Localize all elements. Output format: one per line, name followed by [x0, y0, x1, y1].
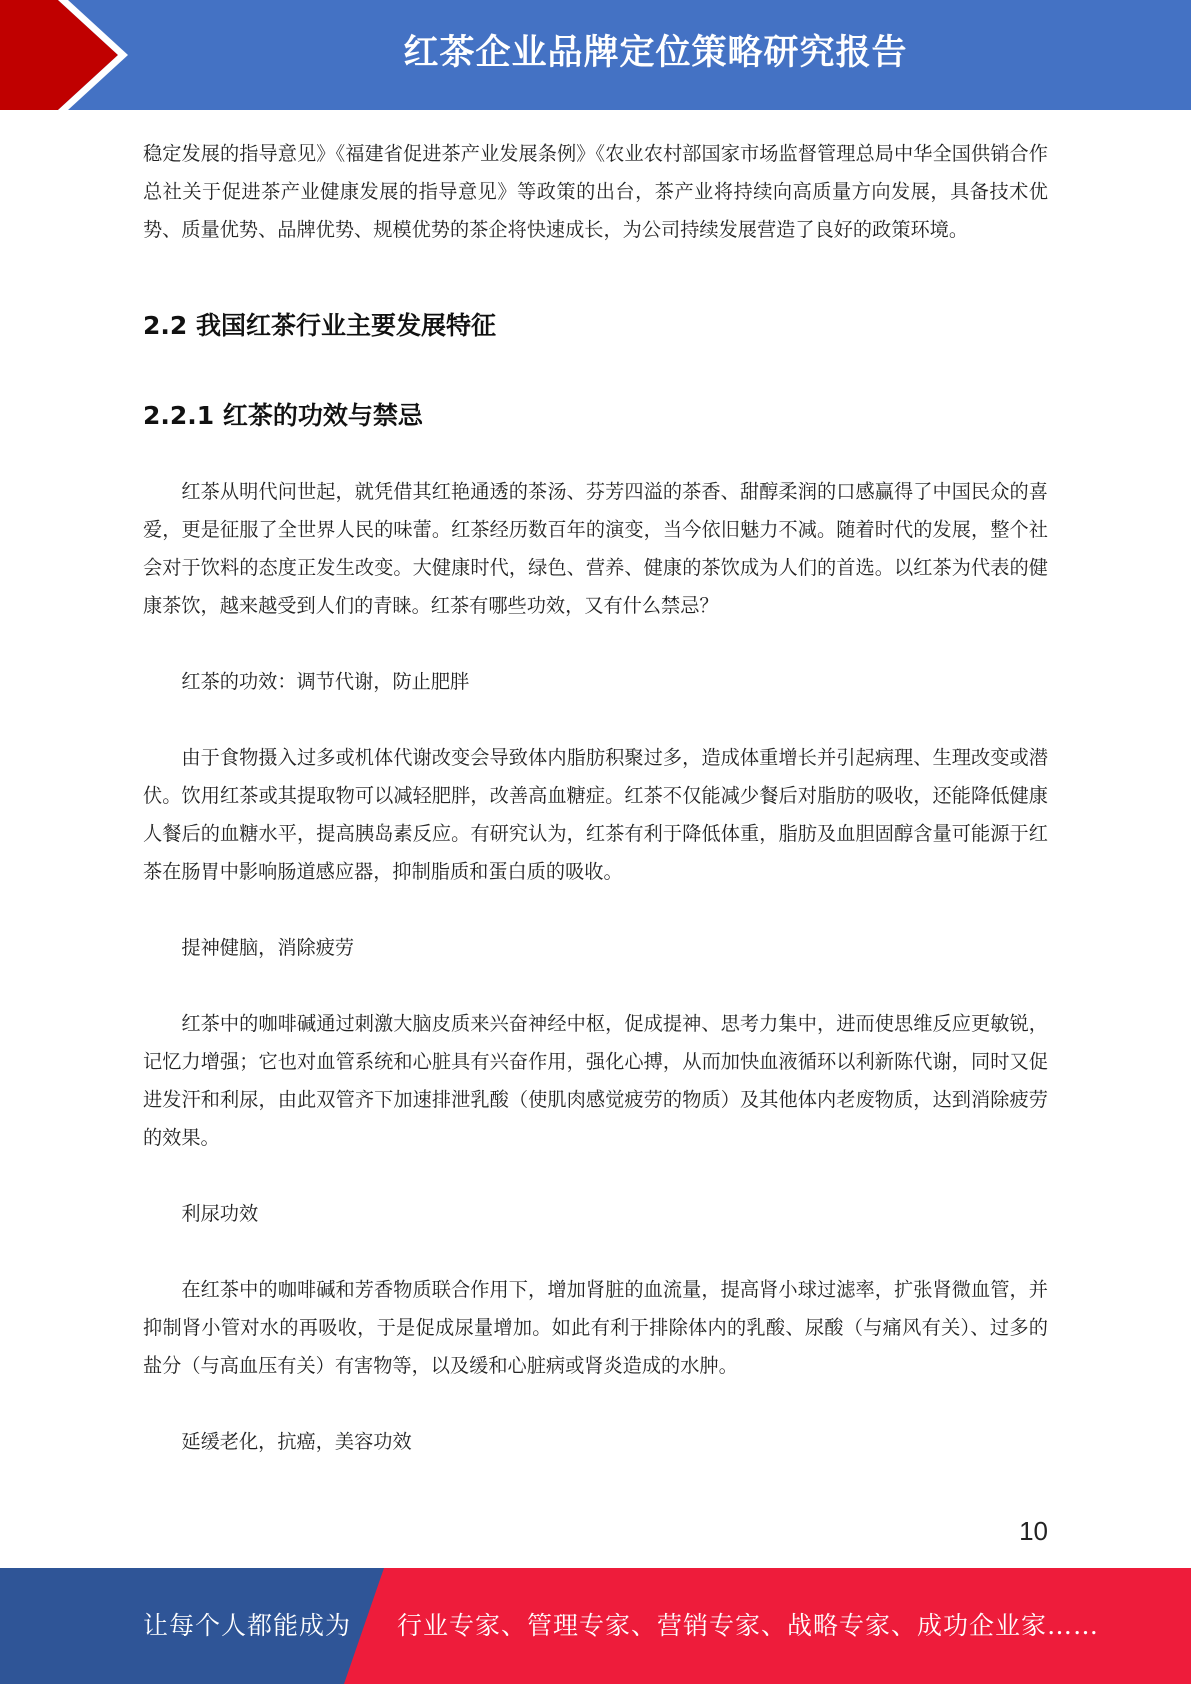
page-header [0, 0, 1191, 110]
paragraph-diuretic: 在红茶中的咖啡碱和芳香物质联合作用下，增加肾脏的血流量，提高肾小球过滤率，扩张肾微血管，并抑制肾小管对水的再吸收，于是促成尿量增加。如此有利于排除体内的乳酸、尿酸（与痛风有关）、过多的盐分（与高血压有关）有害物等，以及缓和心脏病或肾炎造成的水肿。 [143, 1278, 1048, 1377]
paragraph-tea-history: 红茶从明代问世起，就凭借其红艳通透的茶汤、芬芳四溢的茶香、甜醇柔润的口感赢得了中国民众的喜爱，更是征服了全世界人民的味蕾。红茶经历数百年的演变，当今依旧魅力不减。随着时代的发展，整个社会对于饮料的态度正发生改变。大健康时代，绿色、营养、健康的茶饮成为人们的首选。以红茶为代表的健康茶饮，越来越受到人们的青睐。红茶有哪些功效，又有什么禁忌？ [143, 480, 1048, 617]
page-footer [0, 1568, 1191, 1684]
label-metabolism: 红茶的功效：调节代谢，防止肥胖 [181, 670, 470, 693]
page-number: 10 [1019, 1516, 1048, 1546]
label-anti-aging: 延缓老化，抗癌，美容功效 [181, 1430, 412, 1453]
paragraph-refresh: 红茶中的咖啡碱通过刺激大脑皮质来兴奋神经中枢，促成提神、思考力集中，进而使思维反应更敏锐，记忆力增强；它也对血管系统和心脏具有兴奋作用，强化心搏，从而加快血液循环以利新陈代谢，同时又促进发汗和利尿，由此双管齐下加速排泄乳酸（使肌肉感觉疲劳的物质）及其他体内老废物质，达到消除疲劳的效果。 [143, 1012, 1048, 1149]
intro-paragraph: 稳定发展的指导意见》《福建省促进茶产业发展条例》《农业农村部国家市场监督管理总局中华全国供销合作总社关于促进茶产业健康发展的指导意见》等政策的出台，茶产业将持续向高质量方向发展，具备技术优势、质量优势、品牌优势、规模优势的茶企将快速成长，为公司持续发展营造了良好的政策环境。 [143, 142, 1048, 241]
header-arrow-decoration [0, 0, 160, 110]
report-title: 红茶企业品牌定位策略研究报告 [403, 33, 908, 73]
label-refresh: 提神健脑，消除疲劳 [181, 936, 355, 959]
label-diuretic: 利尿功效 [181, 1202, 259, 1225]
footer-slogan-right: 行业专家、管理专家、营销专家、战略专家、成功企业家…… [397, 1611, 1100, 1640]
subsection-heading: 2.2.1 红茶的功效与禁忌 [143, 401, 423, 430]
document-body [143, 135, 1048, 1461]
section-heading: 2.2 我国红茶行业主要发展特征 [143, 311, 496, 340]
paragraph-metabolism: 由于食物摄入过多或机体代谢改变会导致体内脂肪积聚过多，造成体重增长并引起病理、生理改变或潜伏。饮用红茶或其提取物可以减轻肥胖，改善高血糖症。红茶不仅能减少餐后对脂肪的吸收，还能降低健康人餐后的血糖水平，提高胰岛素反应。有研究认为，红茶有利于降低体重，脂肪及血胆固醇含量可能源于红茶在肠胃中影响肠道感应器，抑制脂质和蛋白质的吸收。 [143, 746, 1048, 883]
footer-slogan-left: 让每个人都能成为 [143, 1611, 352, 1640]
